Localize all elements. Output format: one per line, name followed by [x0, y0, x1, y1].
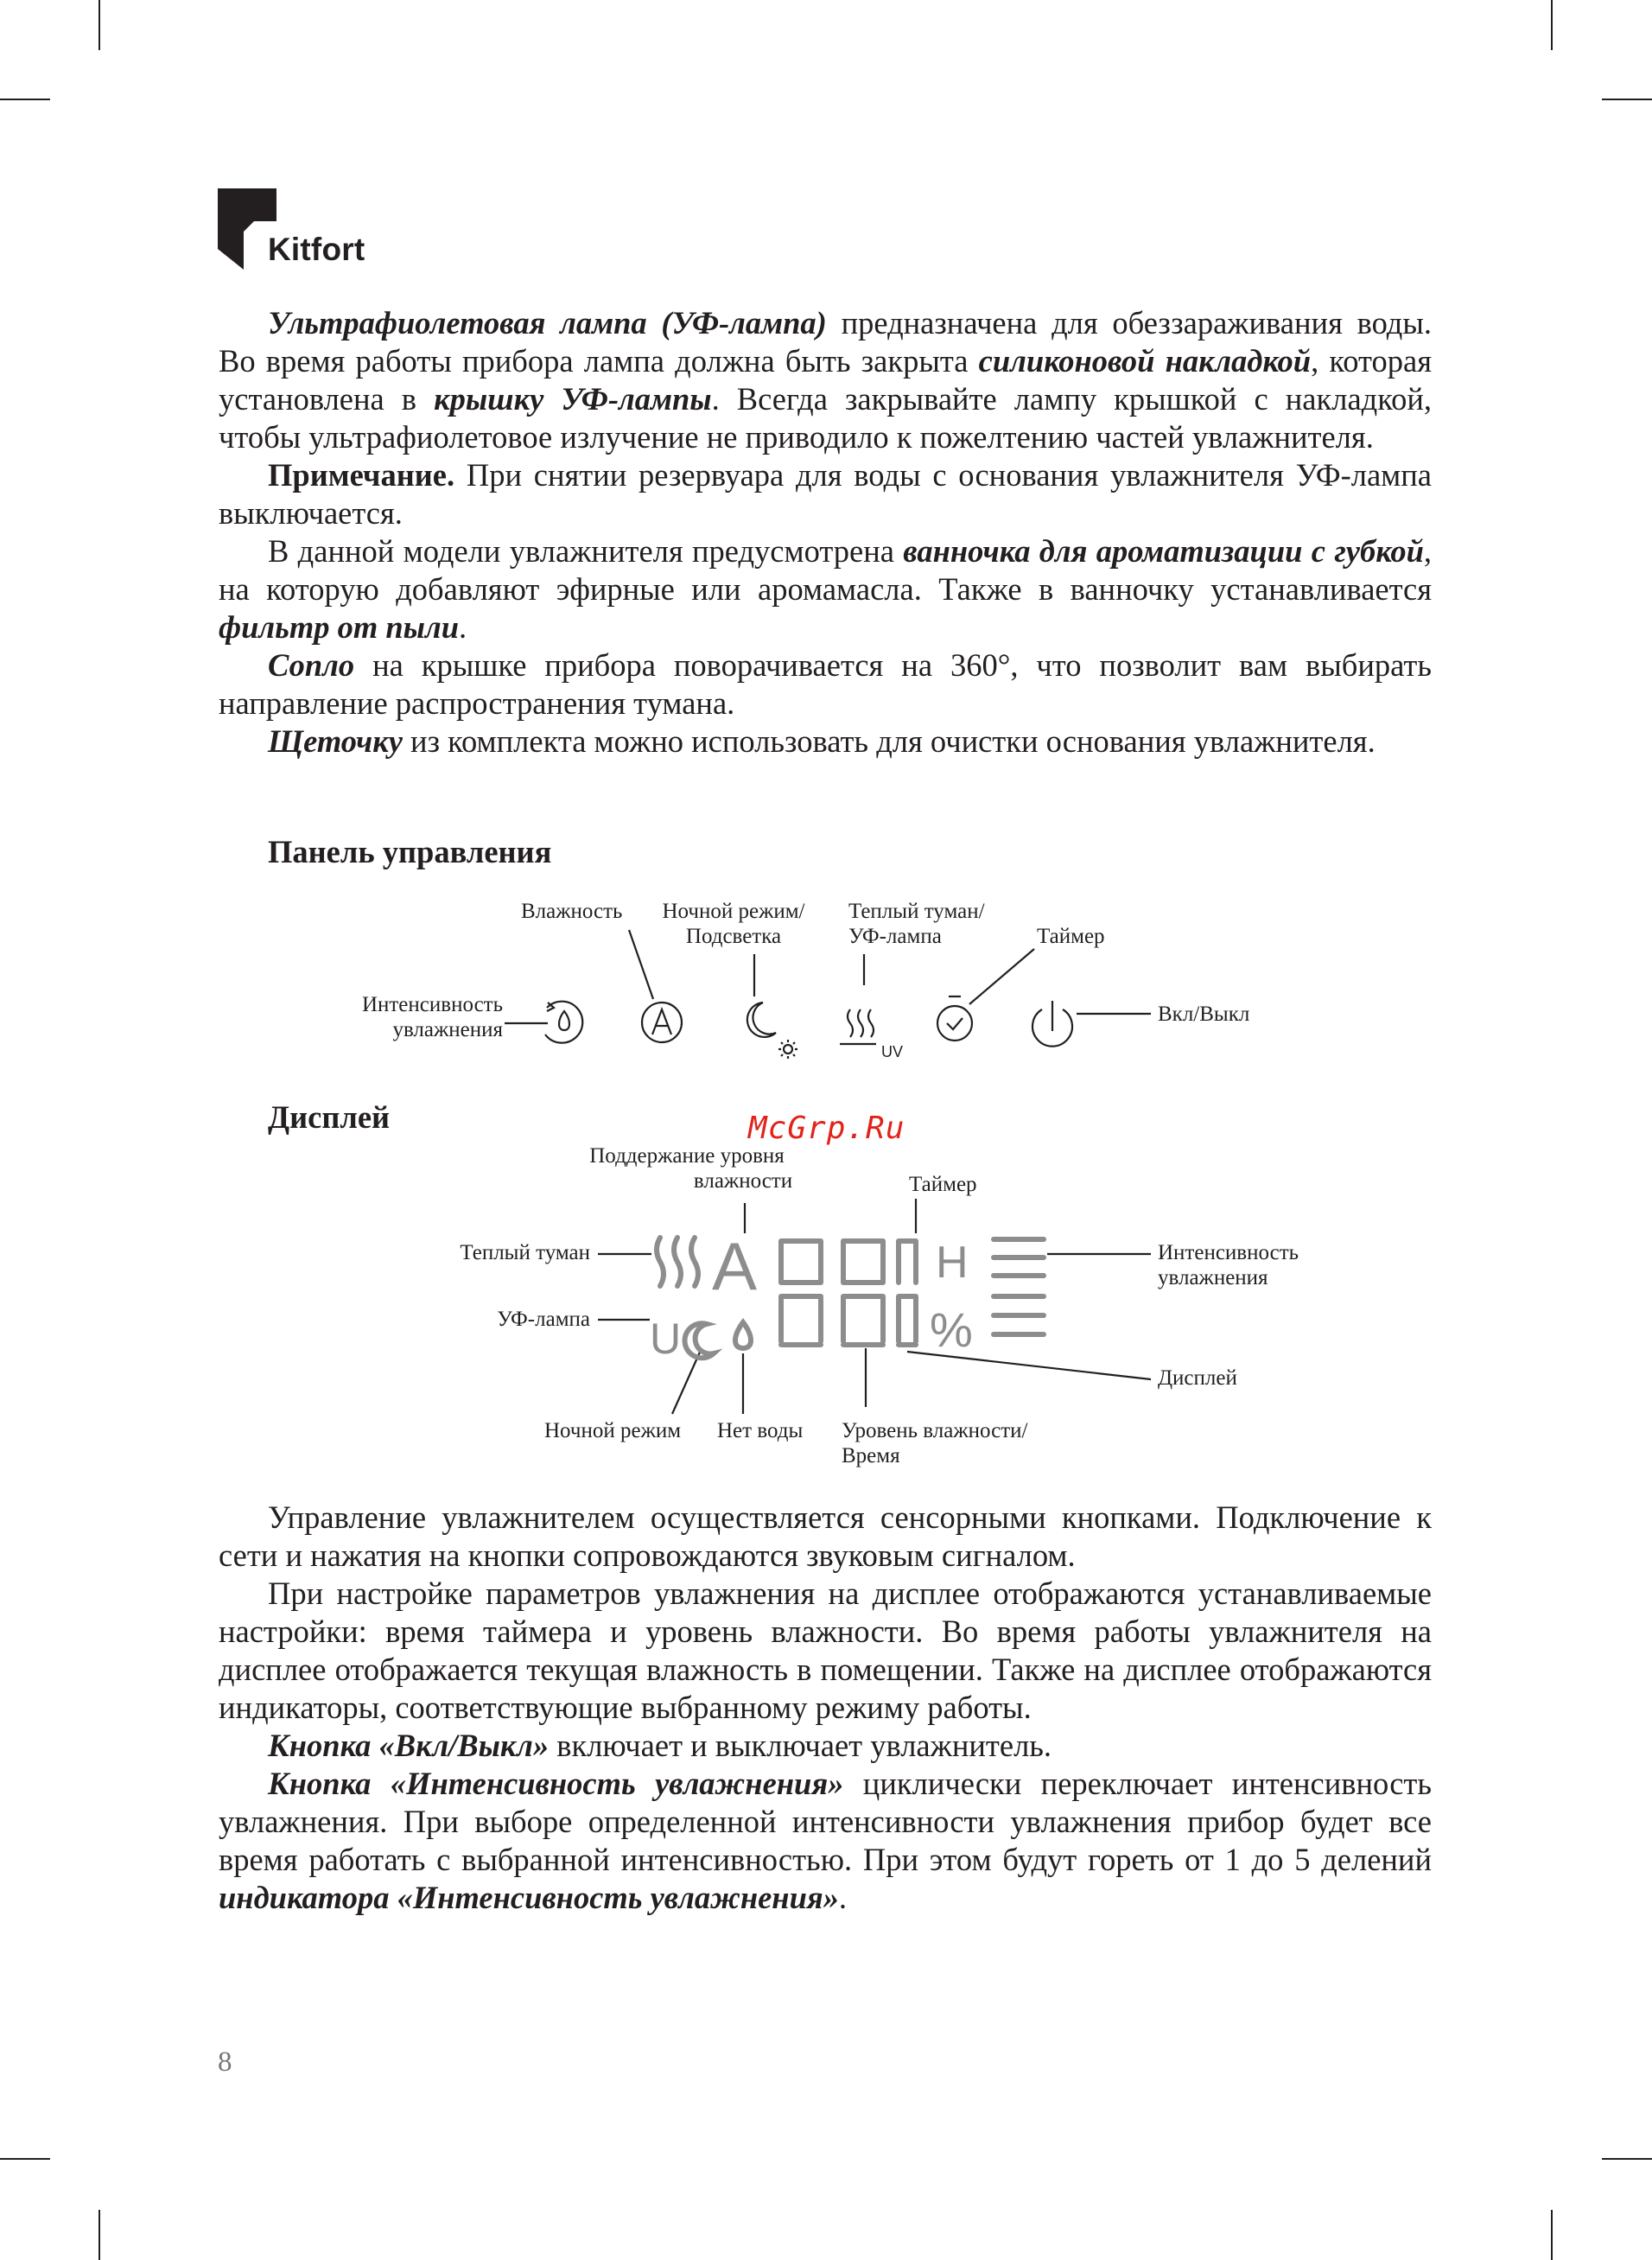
text: При снятии резервуара для воды с основания увлажнителя УФ-лампа выключается. [219, 457, 1432, 531]
uv-segment: U [650, 1315, 682, 1363]
text: В данной модели увлажнителя предусмотрена [268, 533, 904, 569]
label-display: Дисплей [1158, 1366, 1237, 1390]
night-mode-icon [747, 1003, 797, 1059]
label-night-mode-indicator: Ночной режим [544, 1419, 682, 1442]
control-panel-heading: Панель управления [268, 834, 552, 869]
crop-mark [98, 0, 100, 50]
page-number: 8 [218, 2047, 232, 2078]
label-uv-lamp-indicator: УФ-лампа [497, 1308, 590, 1331]
label-line: Время [842, 1444, 900, 1467]
paragraph-intensity-button [219, 1765, 1432, 1917]
text: . Всегда закрывайте лампу крышкой с накладкой, чтобы ультрафиолетовое излучение не приводило к пожелтению частей увлажнителя. [219, 381, 1433, 455]
crop-mark [1602, 2158, 1652, 2160]
label-no-water: Нет воды [717, 1419, 804, 1442]
label-line: Теплый туман/ [848, 900, 985, 923]
paragraph-power-button [219, 1727, 1432, 1765]
warm-mist-segment [657, 1238, 698, 1286]
no-water-segment [735, 1322, 751, 1348]
crop-mark [0, 2158, 50, 2160]
power-icon [1032, 1001, 1072, 1047]
paragraph-note [219, 456, 1432, 532]
text: . [838, 1880, 848, 1915]
timer-icon [937, 996, 972, 1041]
label-line: увлажнения [1158, 1266, 1268, 1289]
hours-segment: H [936, 1238, 969, 1288]
paragraph-nozzle [219, 646, 1432, 723]
note-label: Примечание. [268, 457, 455, 493]
auto-segment: A [712, 1228, 758, 1304]
paragraph-touch-control [219, 1499, 1432, 1575]
text: из комплекта можно использовать для очистки основания увлажнителя. [402, 723, 1376, 759]
crop-mark [1551, 0, 1553, 50]
label-timer: Таймер [1037, 925, 1105, 948]
term: Щеточку [268, 723, 403, 759]
crop-mark [1602, 99, 1652, 100]
label-line: увлажнения [392, 1018, 503, 1041]
leader-line [629, 930, 653, 999]
text: на крышке прибора поворачивается на 360°, что позволит вам выбирать направление распространения тумана. [219, 647, 1432, 721]
term: ванночка для ароматизации с губкой [903, 533, 1424, 569]
paragraph-aroma [219, 532, 1432, 646]
body-text [219, 1499, 1432, 1917]
uv-glyph: UV [881, 1043, 904, 1060]
percent-segment: % [930, 1302, 973, 1357]
leader-line [969, 949, 1034, 1004]
text: . [459, 609, 467, 645]
text: , на которую добавляют эфирные или аромамасла. Также в ванночку устанавливается [219, 533, 1432, 607]
text: предназначена для обеззараживания воды. Во время работы прибора лампа должна быть закрыта [219, 305, 1432, 379]
watermark: McGrp.Ru [748, 1111, 905, 1146]
paragraph-uv-lamp [219, 304, 1432, 456]
label-line: Ночной режим/ [662, 900, 805, 923]
label-line: Уровень влажности/ [842, 1419, 1028, 1442]
label-line: влажности [693, 1169, 793, 1193]
crop-mark [0, 99, 50, 100]
paragraph-brush [219, 723, 1432, 761]
crop-mark [1551, 2210, 1553, 2260]
text: включает и выключает увлажнитель. [549, 1728, 1052, 1763]
label-line: Интенсивность [1158, 1241, 1299, 1264]
control-panel-diagram [328, 899, 1322, 1072]
term: индикатора «Интенсивность увлажнения» [219, 1880, 839, 1915]
label-line: Интенсивность [361, 993, 503, 1016]
warm-mist-icon [840, 1009, 876, 1044]
auto-humidity-icon [642, 1003, 682, 1042]
display-diagram [415, 1184, 1322, 1469]
kitfort-logo [218, 188, 391, 270]
term: Сопло [268, 647, 355, 683]
text: , которая установлена в [219, 343, 1432, 417]
display-heading: Дисплей [268, 1099, 391, 1135]
term: Кнопка «Интенсивность увлажнения» [268, 1766, 844, 1801]
term: силиконовой накладкой [978, 343, 1312, 379]
brand-name: Kitfort [268, 232, 365, 267]
digit-segments [781, 1241, 916, 1345]
paragraph-display-settings [219, 1575, 1432, 1727]
label-line: УФ-лампа [848, 925, 942, 948]
term: крышку УФ-лампы [434, 381, 712, 417]
text: Управление увлажнителем осуществляется сенсорными кнопками. Подключение к сети и нажатия на кнопки сопровождаются звуковым сигналом. [219, 1499, 1432, 1573]
text: циклически переключает интенсивность увлажнения. При выборе определенной интенсивности увлажнения прибор будет все время работать с выбранной интенсивностью. При этом будут гореть от 1 до 5 делений [219, 1766, 1432, 1877]
label-humidity: Влажность [521, 900, 623, 923]
term: Кнопка «Вкл/Выкл» [268, 1728, 550, 1763]
intensity-bars-segment [994, 1239, 1044, 1334]
label-line: Поддержание уровня [589, 1144, 785, 1168]
intro-text [219, 304, 1432, 761]
text: При настройке параметров увлажнения на дисплее отображаются устанавливаемые настройки: время таймера и уровень влажности. Во время работы увлажнителя на дисплее отображается текущая влажность в помещении. Также на дисплее отображаются индикаторы, соответствующие выбранному режиму работы. [219, 1576, 1432, 1725]
crop-mark [98, 2210, 100, 2260]
term: фильтр от пыли [219, 609, 460, 645]
term: Ультрафиолетовая лампа (УФ-лампа) [268, 305, 827, 341]
label-power: Вкл/Выкл [1158, 1003, 1250, 1026]
label-line: Подсветка [685, 925, 782, 948]
intensity-icon [545, 1002, 582, 1043]
label-display-timer: Таймер [909, 1173, 977, 1196]
label-warm-mist-indicator: Теплый туман [460, 1241, 590, 1264]
